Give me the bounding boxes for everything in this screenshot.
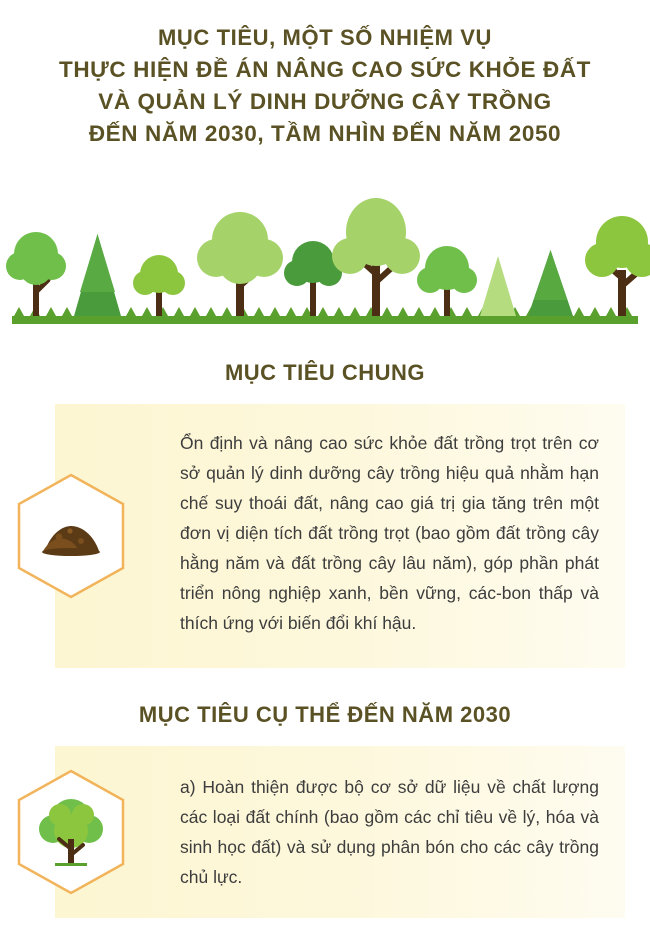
forest-illustration bbox=[0, 174, 650, 334]
tree-4 bbox=[197, 212, 283, 316]
tree-1 bbox=[6, 232, 66, 316]
bottom-spacer bbox=[0, 918, 650, 928]
card-muc-tieu-cu-the bbox=[55, 746, 625, 918]
title-line-4: ĐẾN NĂM 2030, TẦM NHÌN ĐẾN NĂM 2050 bbox=[88, 121, 562, 146]
tree-icon bbox=[13, 767, 129, 897]
section-heading-muc-tieu-cu-the: MỤC TIÊU CỤ THỂ ĐẾN NĂM 2030 bbox=[138, 702, 512, 727]
title-line-3: VÀ QUẢN LÝ DINH DƯỠNG CÂY TRỒNG bbox=[98, 89, 552, 114]
title-line-1: MỤC TIÊU, MỘT SỐ NHIỆM VỤ bbox=[158, 25, 492, 50]
tree-2 bbox=[74, 234, 121, 316]
tree-6 bbox=[332, 198, 420, 316]
tree-7 bbox=[417, 246, 477, 316]
page-title bbox=[0, 0, 650, 160]
card-body-muc-tieu-cu-the: a) Hoàn thiện được bộ cơ sở dữ liệu về chất lượng các loại đất chính (bao gồm các chỉ tiêu về lý, hóa và sinh học đất) và sử dụng phân bón cho các cây trồng chủ lực. bbox=[180, 777, 599, 887]
ground-strip bbox=[12, 316, 638, 324]
section-heading-muc-tieu-chung: MỤC TIÊU CHUNG bbox=[224, 360, 426, 385]
tree-10 bbox=[585, 216, 650, 316]
tree-3 bbox=[133, 255, 185, 316]
title-line-2: THỰC HIỆN ĐỀ ÁN NÂNG CAO SỨC KHỎE ĐẤT bbox=[58, 57, 592, 82]
soil-mound-icon bbox=[13, 471, 129, 601]
tree-9 bbox=[528, 250, 573, 316]
tree-8 bbox=[480, 256, 516, 316]
card-body-muc-tieu-chung: Ổn định và nâng cao sức khỏe đất trồng trọt trên cơ sở quản lý dinh dưỡng cây trồng hiệu quả nhằm hạn chế suy thoái đất, nâng cao giá trị gia tăng trên một đơn vị diện tích đất trồng trọt (bao gồm đất trồng cây hằng năm và đất trồng cây lâu năm), góp phần phát triển nông nghiệp xanh, bền vững, các-bon thấp và thích ứng với biến đổi khí hậu. bbox=[180, 433, 599, 633]
card-muc-tieu-chung bbox=[55, 404, 625, 668]
